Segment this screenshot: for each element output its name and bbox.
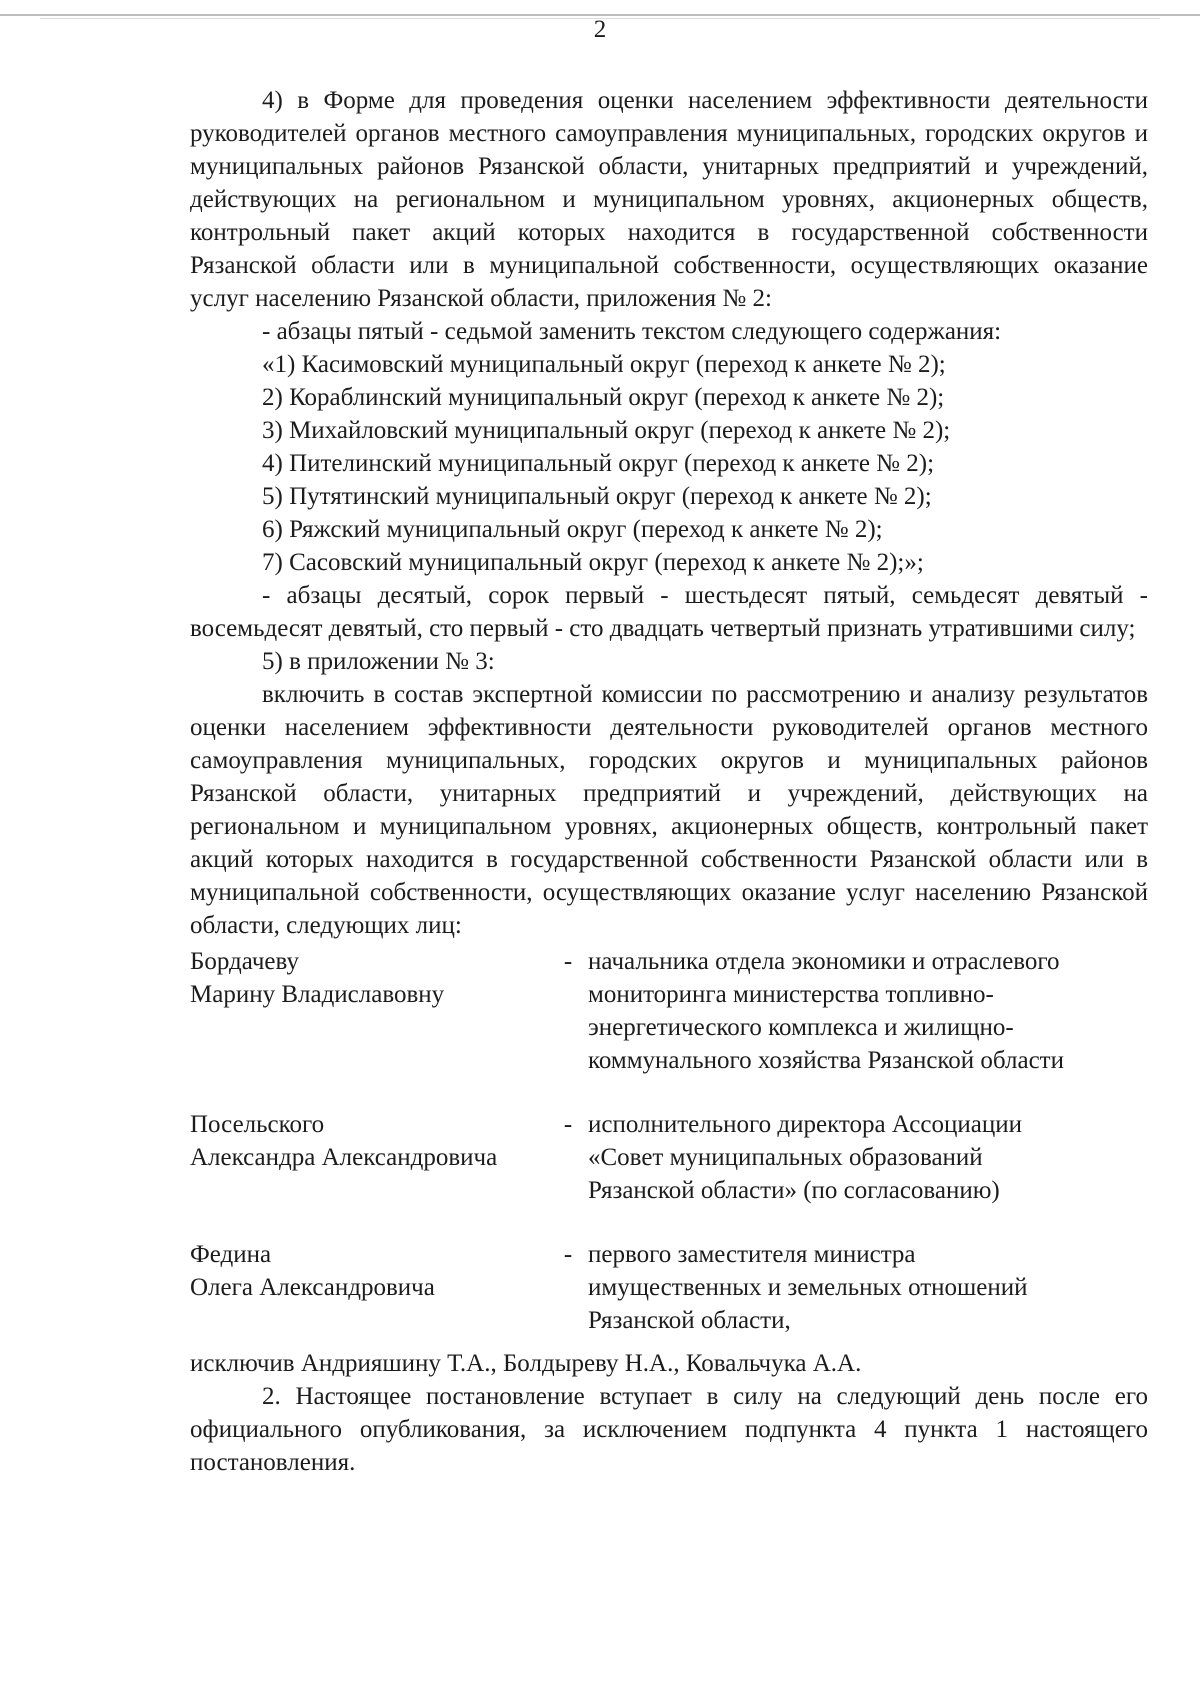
list-item: «1) Касимовский муниципальный округ (переход к анкете № 2);: [262, 351, 946, 378]
member-dash: -: [563, 1241, 573, 1268]
page-number: 2: [593, 16, 607, 43]
member-row: [190, 1108, 1148, 1207]
list-item: 4) Пителинский муниципальный округ (переход к анкете № 2);: [262, 450, 935, 477]
member-role: первого заместителя министра имущественных и земельных отношений Рязанской области,: [588, 1241, 1028, 1334]
replace-note: - абзацы пятый - седьмой заменить текстом следующего содержания:: [262, 318, 1002, 345]
member-given-names: Олега Александровича: [190, 1274, 435, 1301]
list-item: 7) Сасовский муниципальный округ (переход к анкете № 2);»;: [262, 549, 924, 576]
paragraph-4: 4) в Форме для проведения оценки населением эффективности деятельности руководителей органов местного самоуправления муниципальных, городских округов и муниципальных районов Рязанской области, унитарных предприятий и учреждений, действующих на региональном и муниципальном уровнях, акционерных обществ, контрольный пакет акций которых находится в государственной собственности Рязанской области или в муниципальной собственности, осуществляющих оказание услуг населению Рязанской области, приложения № 2:: [190, 87, 1148, 312]
member-surname: Федина: [190, 1241, 272, 1268]
member-role: исполнительного директора Ассоциации «Совет муниципальных образований Рязанской области» (по согласованию): [588, 1111, 1022, 1204]
okrug-list: [190, 348, 1148, 579]
member-given-names: Марину Владиславовну: [190, 981, 445, 1008]
paragraph-5-text: включить в состав экспертной комиссии по рассмотрению и анализу результатов оценки населением эффективности деятельности руководителей органов местного самоуправления муниципальных, городских округов и муниципальных районов Рязанской области, унитарных предприятий и учреждений, действующих на региональном и муниципальном уровнях, акционерных обществ, контрольный пакет акций которых находится в государственной собственности Рязанской области или в муниципальной собственности, осуществляющих оказание услуг населению Рязанской области, следующих лиц:: [190, 681, 1148, 939]
member-row: [190, 945, 1148, 1077]
commission-members: [190, 945, 1148, 1337]
member-name: [190, 1238, 548, 1304]
list-item: 5) Путятинский муниципальный округ (переход к анкете № 2);: [262, 483, 932, 510]
document-body: [190, 84, 1148, 1479]
member-row: [190, 1238, 1148, 1337]
member-dash: -: [563, 1111, 573, 1138]
member-dash: -: [563, 948, 573, 975]
repeal-note: - абзацы десятый, сорок первый - шестьдесят пятый, семьдесят девятый - восемьдесят девятый, сто первый - сто двадцать четвертый признать утратившими силу;: [190, 582, 1148, 642]
list-item: 2) Кораблинский муниципальный округ (переход к анкете № 2);: [262, 384, 945, 411]
member-name: [190, 945, 548, 1011]
member-role: начальника отдела экономики и отраслевого мониторинга министерства топливно-энергетического комплекса и жилищно-коммунального хозяйства Рязанской области: [588, 948, 1064, 1074]
paragraph-2: 2. Настоящее постановление вступает в силу на следующий день после его официального опубликования, за исключением подпункта 4 пункта 1 настоящего постановления.: [190, 1383, 1148, 1476]
list-item: 6) Ряжский муниципальный округ (переход к анкете № 2);: [262, 516, 883, 543]
exclusion-note: исключив Андрияшину Т.А., Болдыреву Н.А., Ковальчука А.А.: [190, 1350, 862, 1377]
list-item: 3) Михайловский муниципальный округ (переход к анкете № 2);: [262, 417, 951, 444]
member-name: [190, 1108, 548, 1174]
paragraph-5-heading: 5) в приложении № 3:: [262, 648, 495, 675]
member-given-names: Александра Александровича: [190, 1144, 498, 1171]
member-surname: Бордачеву: [190, 948, 299, 975]
member-surname: Посельского: [190, 1111, 325, 1138]
